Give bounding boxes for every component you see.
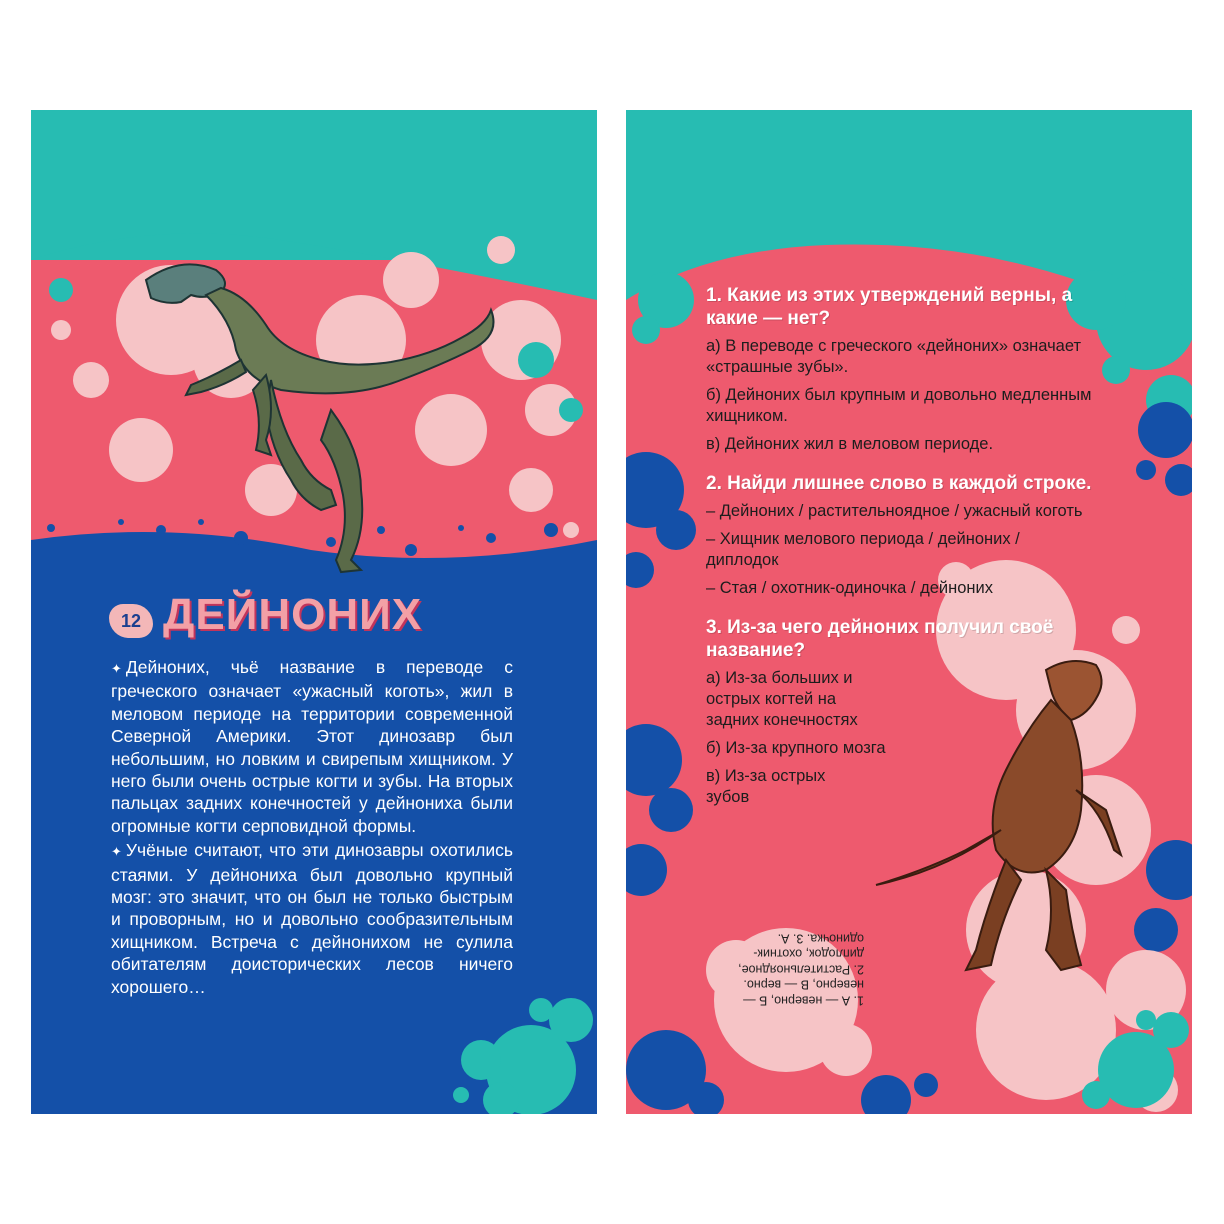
- answers-upside-down: [714, 930, 864, 1008]
- right-page-card: [626, 110, 1192, 1114]
- question-title: 1. Какие из этих утверждений верны, а какие — нет?: [706, 285, 1073, 329]
- question-title: 3. Из-за чего дейноних получил своё название?: [706, 617, 1054, 661]
- question-option: – Стая / охотник-одиночка / дейноних: [706, 579, 993, 597]
- question-title: 2. Найди лишнее слово в каждой строке.: [706, 473, 1092, 494]
- answer-line: неверно, В — верно.: [743, 978, 864, 992]
- questions-panel: [706, 284, 1096, 815]
- paragraph: [111, 656, 513, 837]
- answer-line: 2. Растительноядное,: [738, 962, 864, 977]
- question-option: – Хищник мелового периода / дейноних / диплодок: [706, 530, 1020, 569]
- question-option: б) Из-за крупного мозга: [706, 739, 886, 757]
- paw-print-icon: ✦: [111, 844, 122, 860]
- left-page-text: [111, 656, 513, 1000]
- answer-line: 1. А — неверно, Б —: [743, 993, 864, 1008]
- page-title: ДЕЙНОНИХ: [163, 590, 423, 639]
- paragraph-text: Учёные считают, что эти динозавры охотились стаями. У дейнониха был довольно крупный мозг: это значит, что он был не только быстрым и проворным, но и довольно сообразительным хищником. Встреча с дейнонихом не сулила обитателям доисторических лесов ничего хорошего…: [111, 840, 513, 997]
- left-page-card: [31, 110, 597, 1114]
- paragraph-text: Дейноних, чьё название в переводе с греческого означает «ужасный коготь», жил в меловом периоде на территории современной Северной Америки. Этот динозавр был небольшим, но ловким и свирепым хищником. У него были очень острые когти и зубы. На вторых пальцах задних конечностей у дейнониха были огромные когти серповидной формы.: [111, 657, 513, 836]
- question-option: – Дейноних / растительноядное / ужасный коготь: [706, 502, 1083, 520]
- question-option: а) В переводе с греческого «дейноних» означает «страшные зубы».: [706, 337, 1082, 376]
- paragraph: [111, 839, 513, 998]
- question-option: б) Дейноних был крупным и довольно медленным хищником.: [706, 386, 1092, 425]
- answer-line: диплодок, охотник-: [753, 947, 864, 961]
- question-option: в) Из-за острых зубов: [706, 767, 826, 806]
- page-number-badge: 12: [109, 604, 153, 638]
- question-option: а) Из-за больших и острых когтей на задних конечностях: [706, 669, 858, 729]
- answer-line: одиночка. 3. А.: [777, 931, 864, 946]
- paw-print-icon: ✦: [111, 661, 122, 676]
- question-option: в) Дейноних жил в меловом периоде.: [706, 435, 994, 453]
